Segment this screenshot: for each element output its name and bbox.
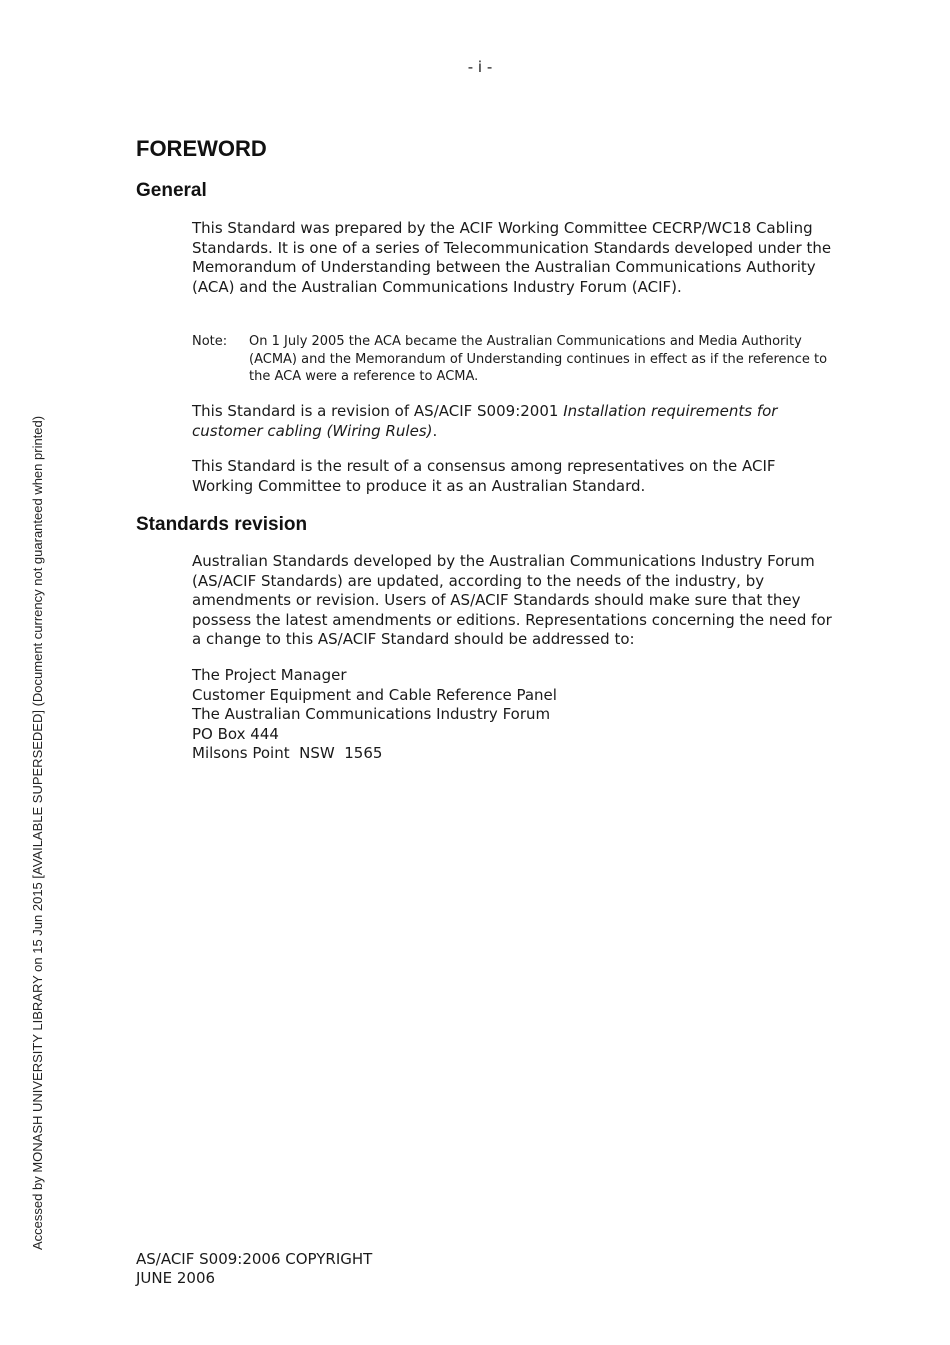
address-line: PO Box 444: [192, 724, 279, 743]
page-number: - i -: [467, 58, 493, 76]
section-heading-general: General: [136, 180, 207, 201]
contact-address: [192, 666, 557, 764]
standard-title-italic: Installation requirements for customer cabling (Wiring Rules): [192, 402, 778, 440]
general-paragraph-3: This Standard is the result of a consensus among representatives on the ACIF Working Committee to produce it as an Australian Standard.: [192, 457, 776, 495]
address-line: Customer Equipment and Cable Reference Panel: [192, 685, 557, 704]
address-line: The Australian Communications Industry Forum: [192, 705, 551, 724]
page-footer: [136, 1250, 372, 1288]
page-title: FOREWORD: [136, 136, 267, 161]
access-watermark: Accessed by MONASH UNIVERSITY LIBRARY on 15 Jun 2015 [AVAILABLE SUPERSEDED] (Document currency not guaranteed when printed): [30, 415, 45, 1250]
footer-copyright: AS/ACIF S009:2006 COPYRIGHT: [136, 1250, 373, 1268]
revision-reference-text: This Standard is a revision of AS/ACIF S009:2001: [192, 402, 564, 420]
note-label: Note:: [192, 334, 228, 349]
section-heading-standards-revision: Standards revision: [136, 514, 308, 535]
footer-date: JUNE 2006: [136, 1269, 216, 1287]
revision-paragraph: Australian Standards developed by the Australian Communications Industry Forum (AS/ACIF Standards) are updated, according to the needs of the industry, by amendments or revision. Users of AS/ACIF Standards should make sure that they possess the latest amendments or editions. Representations concerning the need for a change to this AS/ACIF Standard should be addressed to:: [192, 552, 832, 649]
general-paragraph-2: [192, 402, 832, 441]
paragraph-period: .: [432, 421, 438, 440]
note-text: On 1 July 2005 the ACA became the Australian Communications and Media Authority (ACMA) and the Memorandum of Understanding continues in effect as if the reference to the ACA were a reference to ACMA.: [249, 334, 828, 384]
general-paragraph-1: This Standard was prepared by the ACIF Working Committee CECRP/WC18 Cabling Standards. It is one of a series of Telecommunication Standards developed under the Memorandum of Understanding between the Australian Communications Authority (ACA) and the Australian Communications Industry Forum (ACIF).: [192, 219, 832, 296]
address-line: Milsons Point NSW 1565: [192, 744, 383, 763]
address-line: The Project Manager: [192, 666, 347, 684]
